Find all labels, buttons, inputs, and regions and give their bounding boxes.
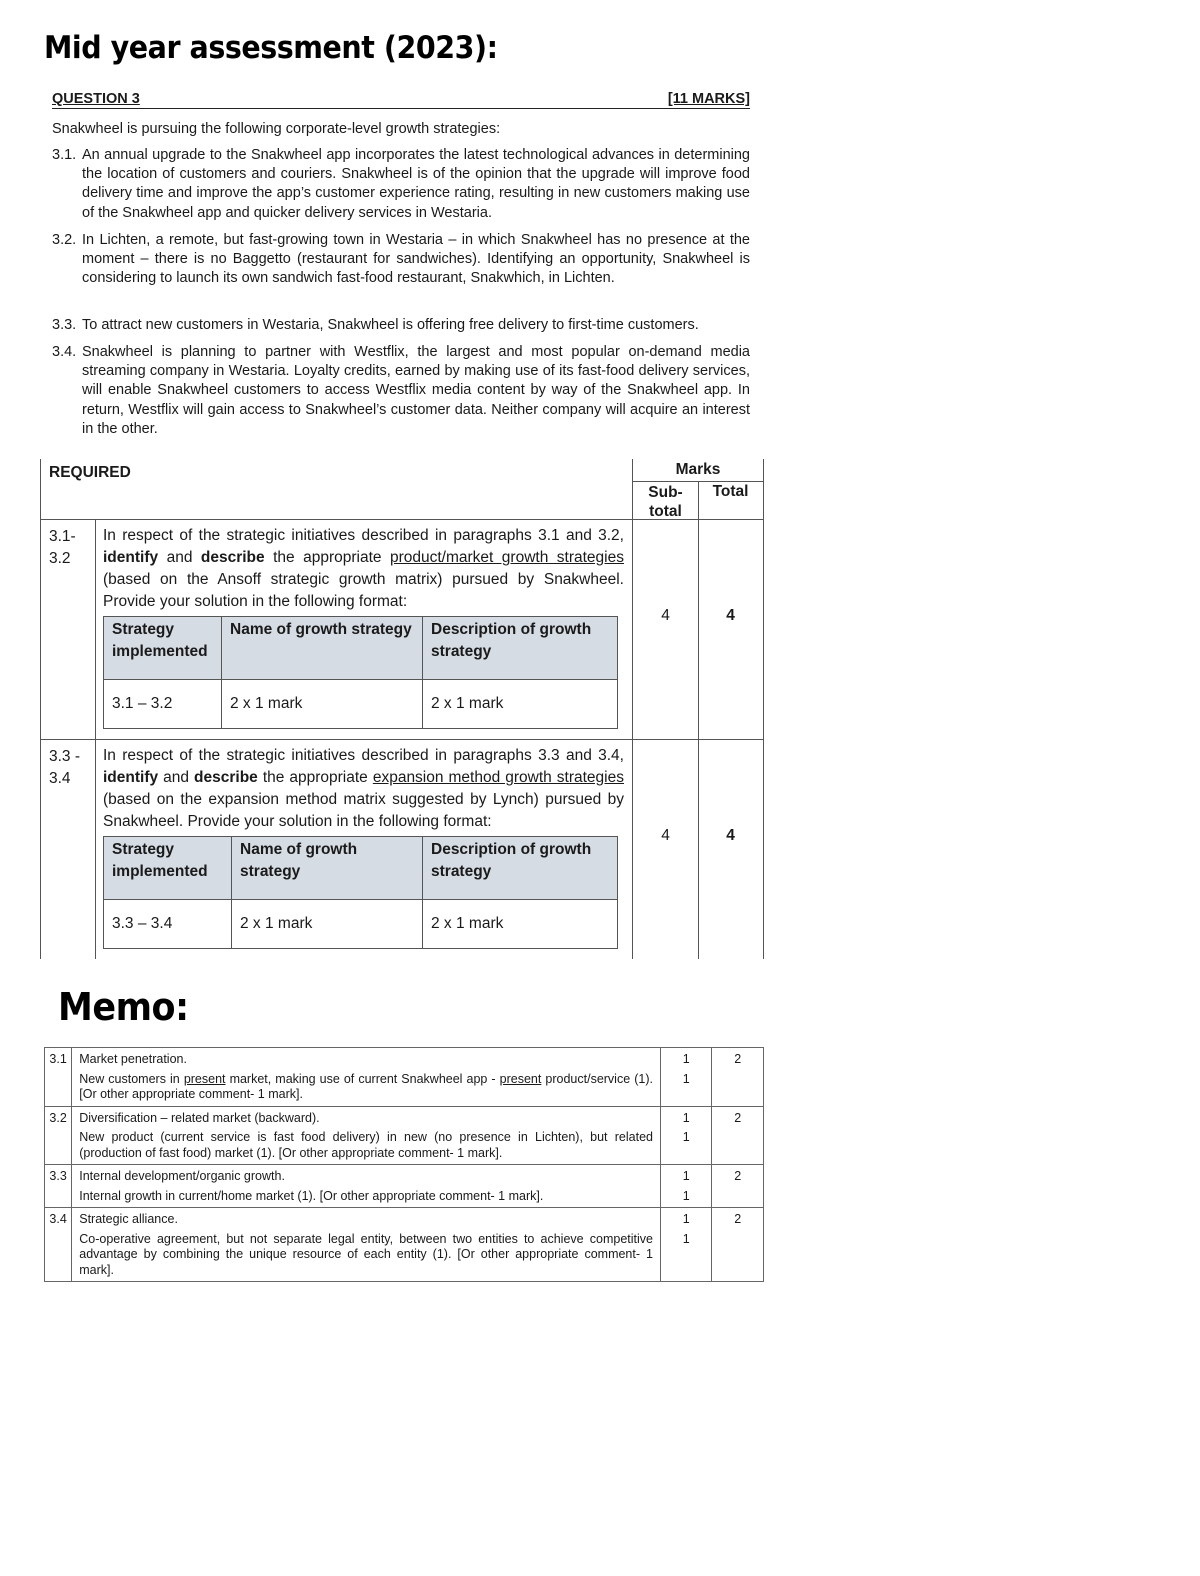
total-value: 4 — [726, 827, 735, 844]
memo-answer: Market penetration. New customers in present market, making use of current Snakwheel app - present product/service (1). [Or other appropriate comment- 1 mark]. — [72, 1048, 661, 1107]
table-row — [45, 1165, 764, 1208]
memo-number: 3.2 — [45, 1106, 72, 1165]
memo-total: 2 — [712, 1048, 764, 1107]
total-value: 4 — [726, 607, 735, 624]
required-row-text: In respect of the strategic initiatives described in paragraphs 3.3 and 3.4, identify and describe the appropriate expansion method growth strategies (based on the expansion method matrix suggested by Lynch) pursued by Snakwheel. Provide your solution in the following format: — [103, 747, 624, 830]
paragraph-text: In Lichten, a remote, but fast-growing town in Westaria – in which Snakwheel has no presence at the moment – there is no Baggetto (restaurant for sandwiches). Identifying an opportunity, Snakwheel is considering to launch its own sandwich fast-food restaurant, Snakwhich, in Lichten. — [82, 232, 750, 287]
table-row — [45, 1208, 764, 1282]
format-cell: 2 x 1 mark — [232, 900, 423, 949]
memo-subtotal: 1 1 — [660, 1106, 712, 1165]
required-table — [40, 459, 764, 959]
paragraph-number: 3.1. — [52, 147, 77, 163]
marks-header: Marks — [675, 461, 721, 478]
format-cell: 2 x 1 mark — [222, 680, 423, 729]
format-header: Description of growth strategy — [423, 617, 618, 680]
memo-subtotal: 1 1 — [660, 1048, 712, 1107]
memo-answer: Strategic alliance. Co-operative agreement, but not separate legal entity, between two entities to achieve competitive advantage by combining the unique resource of each entity (1). [Or other appropriate comment- 1 mark]. — [72, 1208, 661, 1282]
memo-answer: Diversification – related market (backward). New product (current service is fast food delivery) in new (no presence in Lichten), but related (production of fast food) market (1). [Or other appropriate comment- 1 mark]. — [72, 1106, 661, 1165]
required-row-number: 3.3 - 3.4 — [49, 748, 81, 787]
memo-total: 2 — [712, 1208, 764, 1282]
memo-table — [44, 1047, 764, 1282]
required-label: REQUIRED — [49, 464, 131, 481]
memo-number: 3.4 — [45, 1208, 72, 1282]
format-cell: 2 x 1 mark — [423, 680, 618, 729]
memo-answer: Internal development/organic growth. Internal growth in current/home market (1). [Or other appropriate comment- 1 mark]. — [72, 1165, 661, 1208]
memo-number: 3.1 — [45, 1048, 72, 1107]
memo-total: 2 — [712, 1106, 764, 1165]
paragraph-number: 3.4. — [52, 344, 77, 360]
format-header: Strategy implemented — [104, 617, 222, 680]
question-title: QUESTION 3 — [52, 91, 140, 107]
required-row-text: In respect of the strategic initiatives described in paragraphs 3.1 and 3.2, identify and describe the appropriate product/market growth strategies (based on the Ansoff strategic growth matrix) pursued by Snakwheel. Provide your solution in the following format: — [103, 527, 624, 610]
memo-subtotal: 1 1 — [660, 1165, 712, 1208]
total-header: Total — [712, 483, 749, 500]
subtotal-value: 4 — [661, 607, 670, 624]
paragraph-3-4 — [52, 343, 750, 439]
format-header: Name of growth strategy — [222, 617, 423, 680]
handwritten-memo-heading: Memo: — [58, 985, 189, 1029]
subtotal-header: Sub- total — [648, 484, 683, 520]
format-header: Strategy implemented — [104, 837, 232, 900]
format-table — [103, 616, 618, 729]
memo-total: 2 — [712, 1165, 764, 1208]
format-header: Name of growth strategy — [232, 837, 423, 900]
paragraph-text: To attract new customers in Westaria, Snakwheel is offering free delivery to first-time customers. — [82, 317, 699, 333]
paragraph-text: Snakwheel is planning to partner with Westflix, the largest and most popular on-demand media streaming company in Westaria. Loyalty credits, earned by making use of its fast-food delivery services, will enable Snakwheel customers to access Westflix media content by way of the Snakwheel app. In return, Westflix will gain access to Snakwheel’s customer data. Neither company will acquire an interest in the other. — [82, 344, 750, 437]
handwritten-title: Mid year assessment (2023): — [44, 30, 498, 66]
format-cell: 3.1 – 3.2 — [104, 680, 222, 729]
format-header: Description of growth strategy — [423, 837, 618, 900]
question-intro: Snakwheel is pursuing the following corporate-level growth strategies: — [52, 121, 501, 137]
table-row — [45, 1048, 764, 1107]
format-cell: 3.3 – 3.4 — [104, 900, 232, 949]
required-row-number: 3.1- 3.2 — [49, 528, 76, 567]
paragraph-3-2 — [52, 231, 750, 289]
format-table — [103, 836, 618, 949]
question-marks: [11 MARKS] — [667, 91, 750, 107]
paragraph-number: 3.2. — [52, 232, 77, 248]
paragraph-text: An annual upgrade to the Snakwheel app incorporates the latest technological advances in determining the location of customers and couriers. Snakwheel is of the opinion that the upgrade will improve food delivery time and improve the app’s customer experience rating, resulting in new customers making use of the Snakwheel app and quicker delivery services in Westaria. — [82, 147, 750, 221]
format-cell: 2 x 1 mark — [423, 900, 618, 949]
paragraph-3-3 — [52, 316, 750, 335]
table-row — [45, 1106, 764, 1165]
paragraph-3-1 — [52, 146, 750, 223]
memo-subtotal: 1 1 — [660, 1208, 712, 1282]
memo-number: 3.3 — [45, 1165, 72, 1208]
question-header — [52, 91, 750, 109]
paragraph-number: 3.3. — [52, 317, 77, 333]
subtotal-value: 4 — [661, 827, 670, 844]
